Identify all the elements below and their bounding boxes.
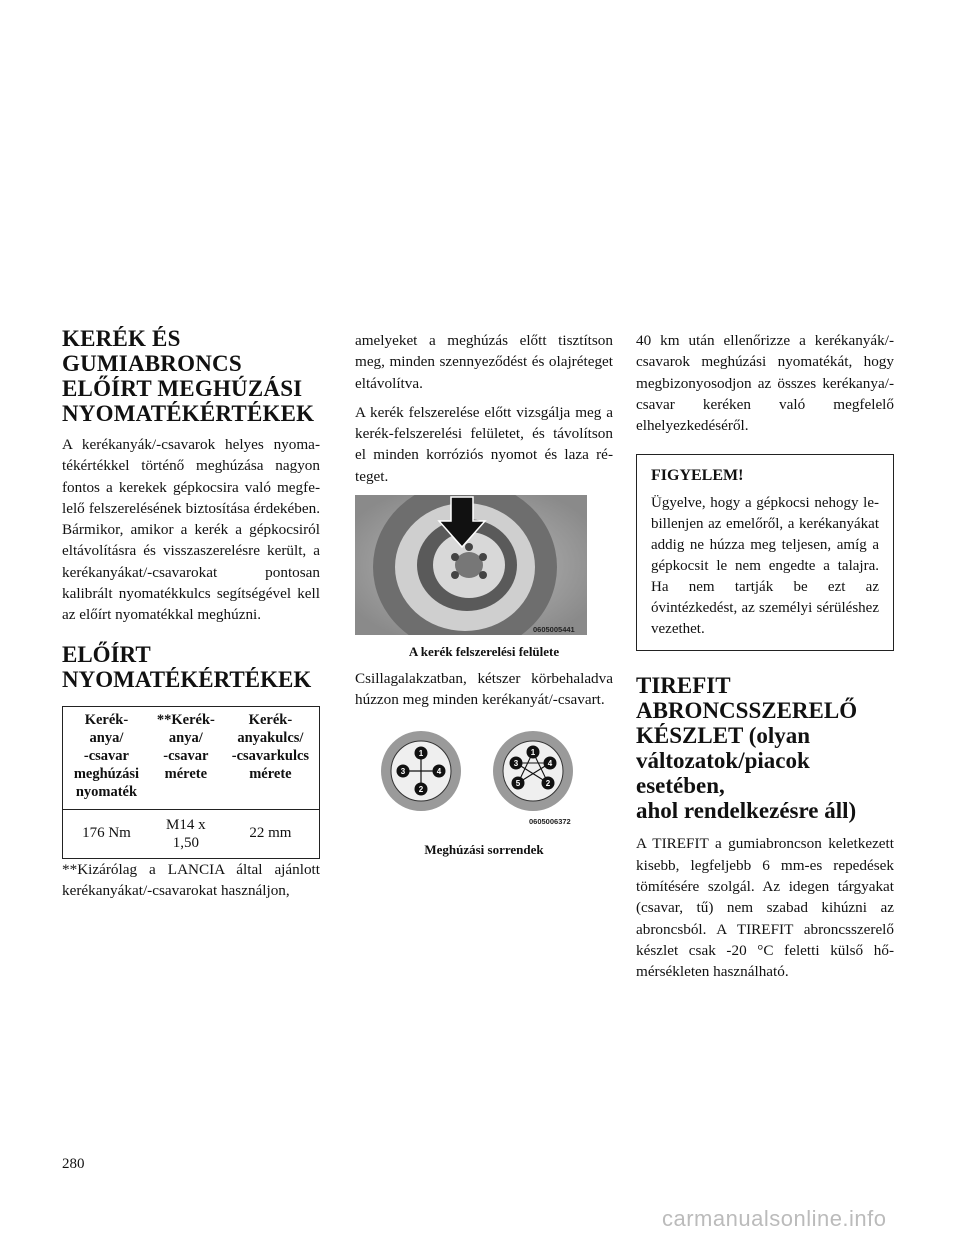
heading-line: NYOMATÉKÉRTÉKEK (62, 401, 315, 426)
bolt-num: 1 (418, 748, 424, 758)
five-bolt-wheel (493, 731, 573, 811)
header-line: meghúzási (73, 765, 140, 782)
header-line: -csavar (163, 747, 209, 764)
paragraph-tirefit: A TIREFIT a gumiabroncson keletkezett kisebb, legfeljebb 6 mm-es repedések tömítésére szolgál. Az idegen tárgyakat (csavar, tű) nem szabad kihúzni az abroncsból. A TIREFIT abroncsszerelő készlet csak -20 °C feletti külső hőmérsékleten használható. (636, 835, 894, 981)
header-line: Kerék- (248, 711, 293, 728)
left-column (62, 326, 320, 909)
heading-line: KÉSZLET (olyan (636, 723, 811, 749)
figure-caption: Meghúzási sorrendek (424, 841, 544, 857)
intro-paragraph: A kerékanyák/-csavarok helyes nyomatékértékkel történő meghúzása nagyon fontos a kerekek gépkocsira való megfelelő felszerelésének biztosítása érdekében. Bármikor, amikor a kerék a gépkocsiról eltávolításra és visszaszerelésre került, a kerékanyákat/-csavarokat pontosan kalibrált nyomatékkulcs segítségével kell az előírt nyomatékkal meghúzni. (62, 436, 320, 624)
heading-line: KERÉK ÉS (62, 326, 181, 351)
cell-nut-size: M14 x 1,50 (150, 809, 222, 858)
warning-box (636, 454, 894, 651)
figure-mounting-surface (355, 495, 613, 660)
bolt-num: 1 (530, 747, 536, 757)
bolt-num: 2 (418, 784, 424, 794)
header-line: mérete (164, 765, 208, 782)
cell-torque: 176 Nm (63, 809, 150, 858)
bolt-num: 4 (436, 766, 442, 776)
torque-spec-table (62, 706, 320, 859)
bolt-num: 2 (545, 778, 551, 788)
header-line: Kerék- (84, 711, 129, 728)
figure-tightening-sequence (355, 721, 613, 858)
bolt-num: 5 (515, 778, 521, 788)
footnote: **Kizárólag a LANCIA által ajánlott kerékanyákat/-csavarokat használjon, (62, 860, 320, 899)
wheel-mounting-illustration (355, 495, 613, 635)
heading-line: ELŐÍRT (62, 641, 151, 667)
cell-wrench-size: 22 mm (222, 809, 320, 858)
heading-line: NYOMATÉKÉRTÉKEK (62, 666, 312, 692)
paragraph-clean: amelyeket a meghúzás előtt tisztítson meg, minden szennyeződést és olajréteget eltávolítva. (355, 332, 613, 392)
figure-code: 0605005441 (533, 625, 575, 635)
section-heading-specs (62, 642, 320, 692)
heading-line: ELŐÍRT MEGHÚZÁSI (62, 376, 303, 401)
paragraph-recheck: 40 km után ellenőrizze a kerékanyák/-csavarok meghúzási nyomatékát, hogy megbizonyosodjon az összes kerékanya/-csavar keréken való megfelelő elhelyezkedéséről. (636, 332, 894, 435)
section-heading-torque (62, 326, 320, 426)
header-line: -csavar (83, 747, 129, 764)
four-bolt-wheel (381, 731, 461, 811)
tightening-sequence-diagram (355, 721, 613, 831)
middle-column (355, 330, 613, 858)
heading-line: ahol rendelkezésre áll) (636, 798, 857, 824)
header-torque (63, 706, 150, 809)
section-heading-tirefit (636, 673, 894, 823)
heading-line: TIREFIT (636, 673, 731, 699)
header-line: anyakulcs/ (237, 729, 304, 746)
page-number: 280 (62, 1156, 85, 1172)
heading-line: ABRONCSSZERELŐ (636, 698, 858, 724)
header-line: anya/ (89, 729, 124, 746)
watermark: carmanualsonline.info (662, 1206, 887, 1231)
bolt-num: 4 (547, 758, 553, 768)
heading-line: változatok/piacok esetében, (636, 748, 810, 799)
warning-title: FIGYELEM! (651, 467, 744, 485)
header-line: **Kerék- (156, 711, 215, 728)
table-row (63, 809, 320, 858)
header-line: mérete (249, 765, 292, 782)
warning-text: Ügyelve, hogy a gépkocsi nehogy lebillenjen az emelőről, a kerékanyákat addig ne húzza meg teljesen, amíg a gépkocsit le nem engedte a talajra. Ha nem tartják be ezt az óvintézkedést, az személyi sérüléshez vezethet. (651, 495, 879, 638)
figure-code: 0605006372 (529, 816, 571, 826)
header-line: -csavarkulcs (231, 747, 310, 764)
header-wrench-size (222, 706, 320, 809)
header-line: nyomaték (75, 783, 138, 800)
right-column (636, 330, 894, 991)
header-nut-size (150, 706, 222, 809)
bolt-num: 3 (400, 766, 406, 776)
header-line: anya/ (168, 729, 203, 746)
paragraph-inspect: A kerék felszerelése előtt vizsgálja meg a kerék-felszerelési felületet, és távolítson el minden korróziós nyomot és laza réteget. (355, 403, 613, 485)
table-header-row (63, 706, 320, 809)
heading-line: GUMIABRONCS (62, 351, 242, 376)
paragraph-star-pattern: Csillagalakzatban, kétszer körbehaladva húzzon meg minden kerékanyát/-csavart. (355, 670, 613, 709)
bolt-num: 3 (513, 758, 519, 768)
figure-caption: A kerék felszerelési felülete (408, 644, 560, 660)
